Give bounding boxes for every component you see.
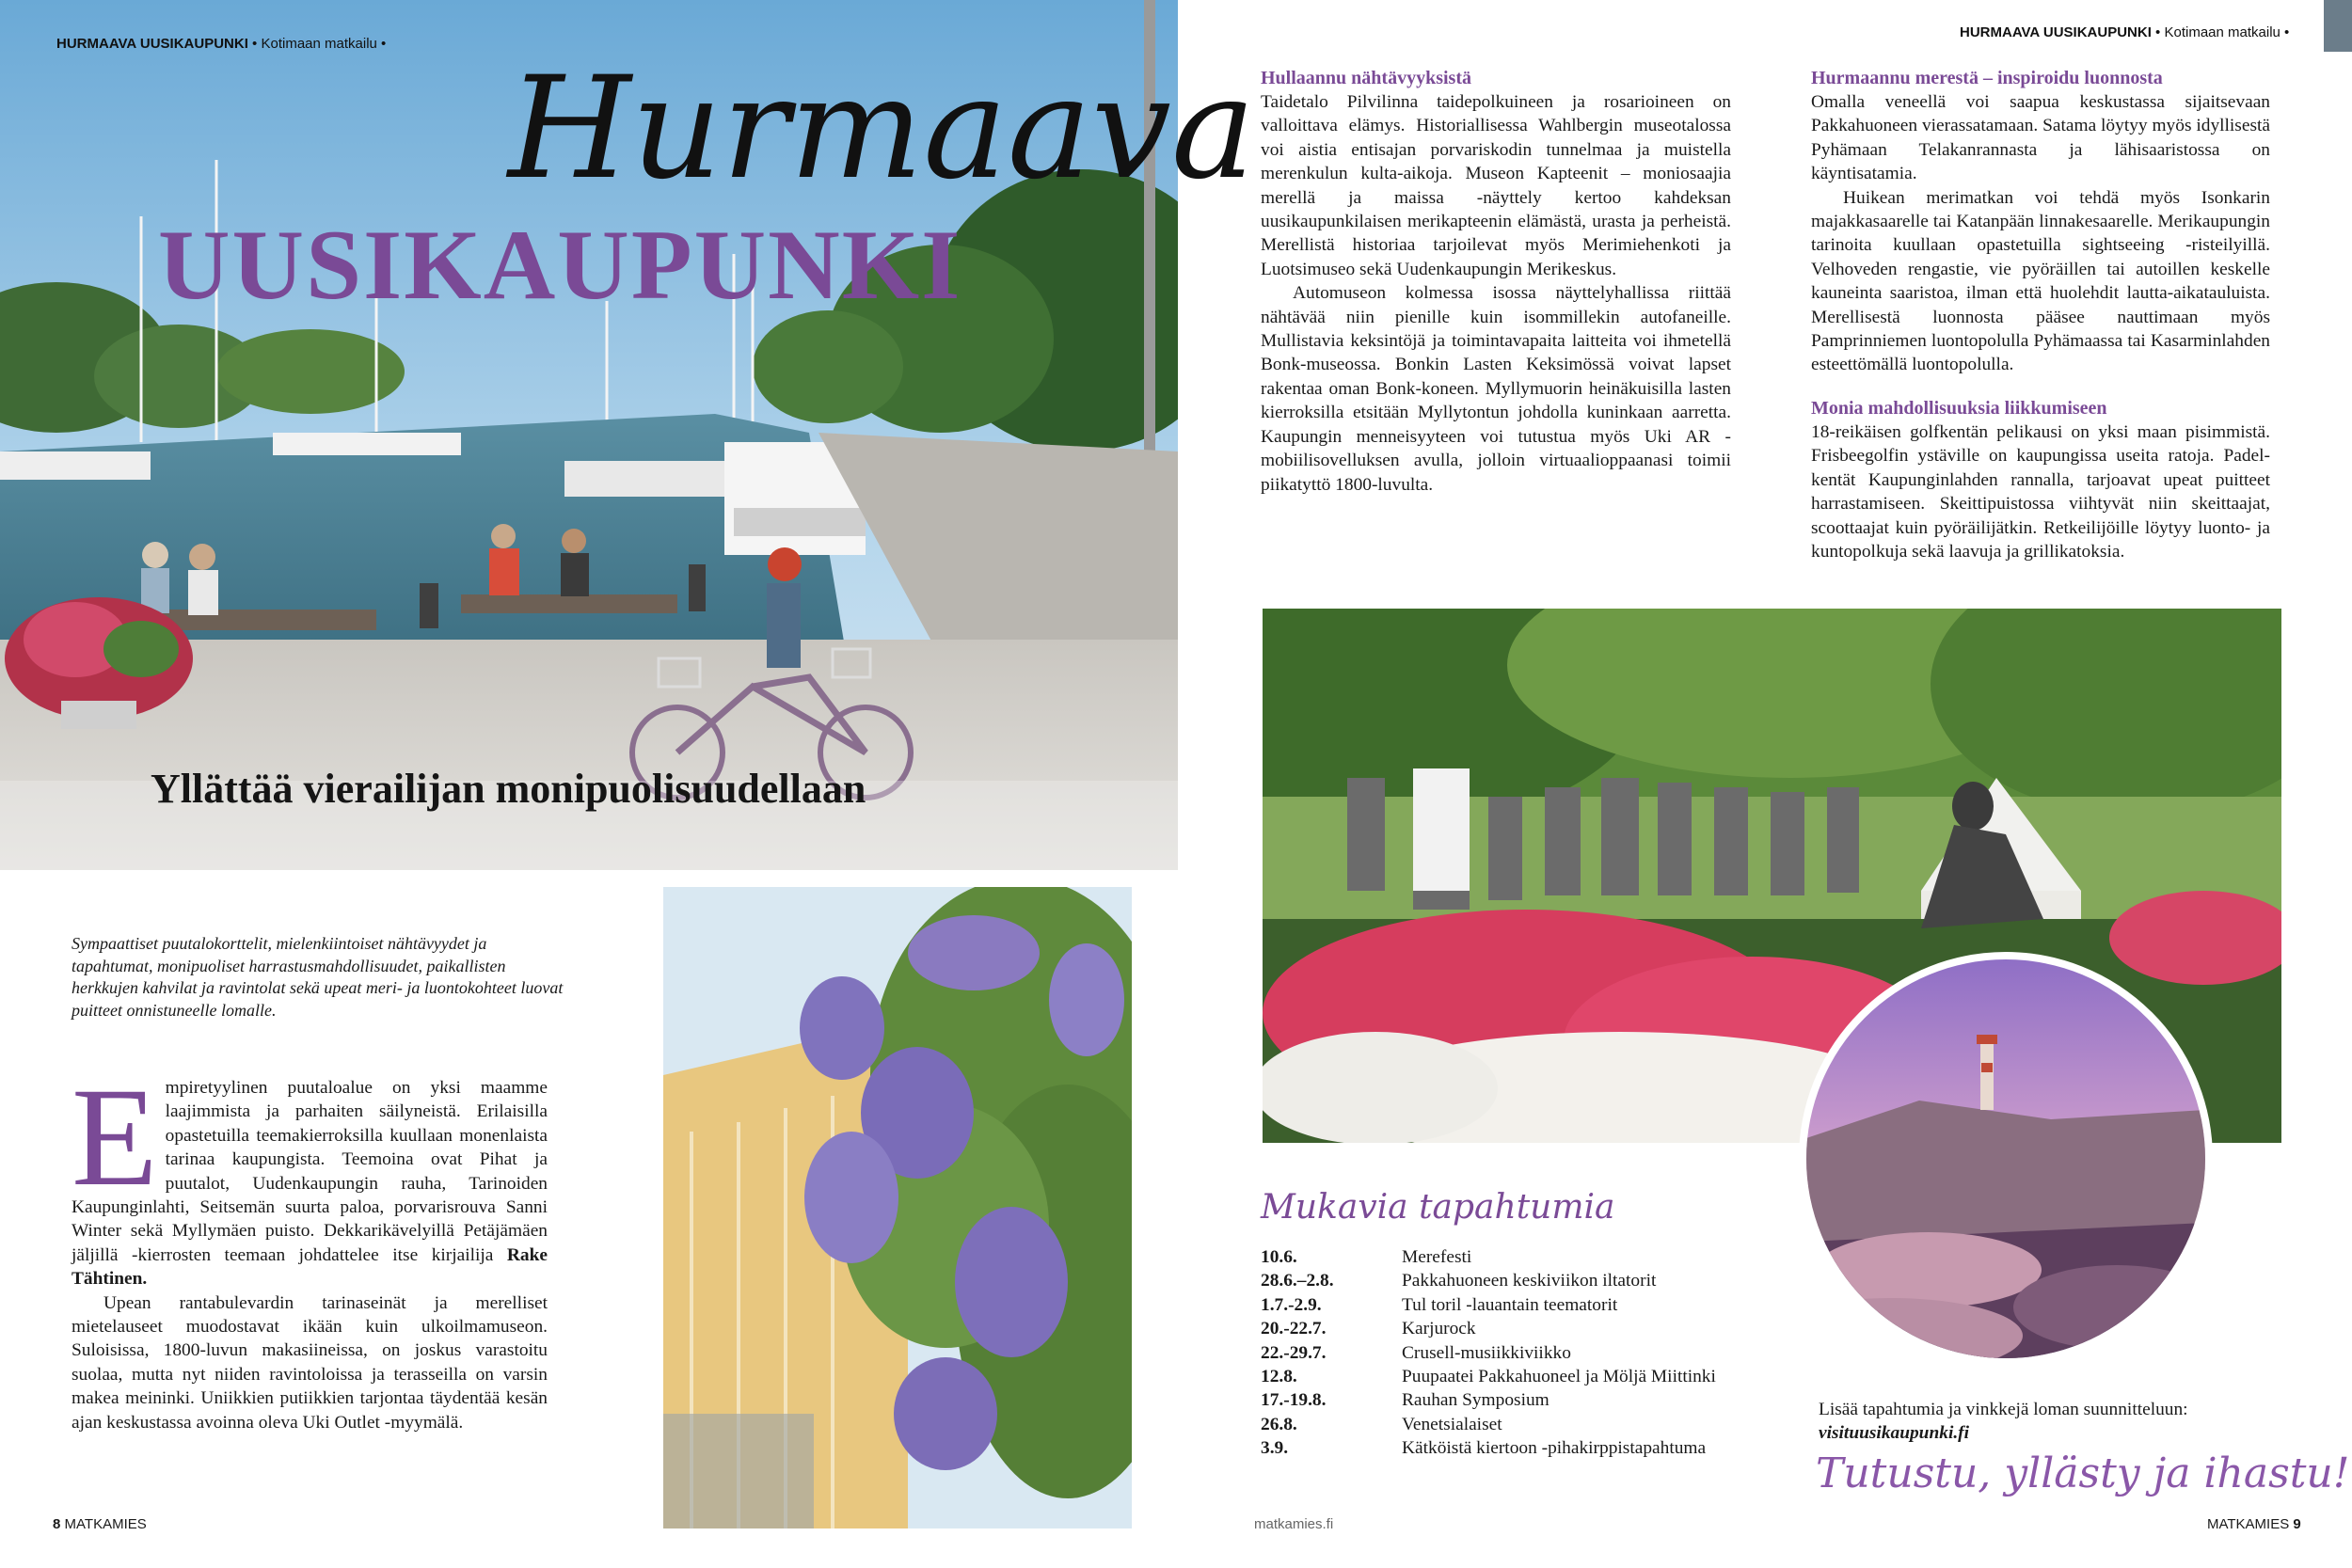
heading-attractions: Hullaannu nähtävyyksistä <box>1261 68 1471 88</box>
right-page-header <box>1960 24 2289 40</box>
event-row <box>1261 1341 1844 1365</box>
column-middle-p2: Automuseon kolmessa isossa näyttelyhallissa riittää nähtävää niin pienille kuin isommillekin autofaneille. Mullistavia keksintöjä ja toimintavapaita laitteita voi ihmetellä Bonk-museossa. Bonkin Lasten Keksimössä voivat lapset rakentaa oman Bonk-koneen. Myllymuorin heinäkuisilla lasten kierroksilla etsitään Myllytontun johdolla kuninkaan aarretta. Kaupungin menneisyyteen voi tutustua myös Uki AR -mobiilisovelluksen avulla, jolloin virtuaalioppaanasi toimii piikatyttö 1800-luvulta. <box>1261 283 1731 495</box>
event-name: Merefesti <box>1402 1247 1472 1267</box>
article-left-p1: mpiretyylinen puutaloalue on yksi maamme laajimmista ja parhaiten säilyneistä. Erilaisilla opastetuilla teemakierroksilla kuullaan monenlaista tarinaa kaupungista. Teemoina ovat Pihat ja puutalot, Uudenkaupungin rauha, Tarinoiden Kaupunginlahti, Seitsemän suurta paloa, porvarisrouva Sanni Winter sekä Myllymäen puisto. Dekkarikävelyillä Petäjämäen jäljillä -kierrosten teemaan johdattelee itse kirjailija <box>72 1078 548 1265</box>
title-script: Hurmaava <box>508 47 1256 211</box>
lighthouse-photo <box>1799 952 2213 1366</box>
event-date: 10.6. <box>1261 1247 1297 1267</box>
more-info <box>1819 1398 2270 1446</box>
lighthouse-illustration <box>1806 959 2205 1358</box>
event-row <box>1261 1317 1844 1340</box>
header-section-title: HURMAAVA UUSIKAUPUNKI <box>56 36 248 52</box>
event-row <box>1261 1436 1844 1460</box>
article-left <box>72 1059 548 1434</box>
event-name: Venetsialaiset <box>1402 1414 1502 1434</box>
events-title: Mukavia tapahtumia <box>1261 1188 1615 1227</box>
event-name: Tul toril -lauantain teematorit <box>1402 1294 1618 1315</box>
column-middle <box>1261 66 1731 497</box>
left-footer <box>53 1516 147 1532</box>
event-date: 26.8. <box>1261 1414 1297 1434</box>
event-date: 17.-19.8. <box>1261 1390 1327 1411</box>
left-magazine-name: MATKAMIES <box>64 1516 147 1532</box>
author-name: Rake Tähtinen. <box>72 1244 548 1290</box>
event-name: Puupaatei Pakkahuoneel ja Möljä Miittinki <box>1402 1367 1716 1387</box>
header-section-title-right: HURMAAVA UUSIKAUPUNKI <box>1960 24 2152 40</box>
article-left-p2: Upean rantabulevardin tarinaseinät ja merelliset mietelauseet muodostavat ikään kuin ulkoilmamuseon. Suloisissa, 1800-luvun makasiineissa, on joskus varastoitu suolaa, mutta nyt niiden ravintoloissa ja terasseilla on varsin makea meininki. Uniikkien putiikkien tarjontaa täydentää kesän ajan keskustassa avoinna oleva Uki Outlet -myymälä. <box>72 1292 548 1433</box>
heading-activities: Monia mahdollisuuksia liikkumiseen <box>1811 397 2107 419</box>
event-row <box>1261 1245 1844 1269</box>
event-date: 28.6.–2.8. <box>1261 1271 1334 1291</box>
center-footer: matkamies.fi <box>1254 1516 1334 1532</box>
event-name: Pakkahuoneen keskiviikon iltatorit <box>1402 1271 1657 1291</box>
intro-text: Sympaattiset puutalokorttelit, mielenkiintoiset nähtävyydet ja tapahtumat, monipuoliset harrastusmahdollisuudet, paikallisten herkkujen kahvilat ja ravintolat sekä upeat meri- ja luontokohteet luovat puitteet onnistuneelle lomalle. <box>72 934 564 1021</box>
column-right <box>1811 66 2270 563</box>
event-date: 3.9. <box>1261 1438 1289 1459</box>
event-name: Rauhan Symposium <box>1402 1390 1549 1411</box>
drop-cap: E <box>72 1059 158 1215</box>
lilac-illustration <box>663 887 1132 1528</box>
column-right-p2: Huikean merimatkan voi tehdä myös Isonkarin majakkasaarelle tai Katanpään linnakesaarelle. Merikaupungin tarinoita kuullaan opastetuilla sightseeing -risteilyillä. Velhoveden rengastie, vie pyöräillen tai autoillen keskelle kauneinta saaristoa, ilman että huolehdit lautta-aikatauluista. Merellisestä luonnosta pääsee nauttimaan myös Pamprinniemen luontopolulla Pyhämaassa tai Kasarminlahden esteettömällä luontopolulla. <box>1811 187 2270 375</box>
more-info-text: Lisää tapahtumia ja vinkkejä loman suunnitteluun: <box>1819 1400 2188 1419</box>
lilac-photo <box>663 887 1132 1528</box>
right-footer <box>2207 1516 2301 1532</box>
column-middle-p1: Taidetalo Pilvilinna taidepolkuineen ja rosarioineen on valloittava elämys. Historiallisessa Wahlbergin museotalossa voi aistia entisajan porvariskodin tunnelmaa ja muistella merenkulun kulta-aikoja. Museon Kapteenit – moniosaajia merellä ja maissa -näyttely kertoo kahdeksan uusikaupunkilaisen merikapteenin elämästä, urasta ja perheistä. Merellistä historiaa tarjoilevat myös Merimiehenkoti ja Luotsimuseo sekä Uudenkaupungin Merikeskus. <box>1261 92 1731 279</box>
events-list <box>1261 1245 1844 1461</box>
slogan: Tutustu, yllästy ja ihastu! <box>1816 1449 2350 1497</box>
header-section-rest: • Kotimaan matkailu • <box>247 36 387 52</box>
event-row <box>1261 1293 1844 1317</box>
event-date: 20.-22.7. <box>1261 1319 1327 1339</box>
event-name: Crusell-musiikkiviikko <box>1402 1342 1571 1363</box>
event-row <box>1261 1269 1844 1292</box>
event-row <box>1261 1413 1844 1436</box>
right-edge-strip <box>2324 0 2352 52</box>
event-name: Karjurock <box>1402 1319 1476 1339</box>
event-date: 22.-29.7. <box>1261 1342 1327 1363</box>
event-date: 1.7.-2.9. <box>1261 1294 1322 1315</box>
event-row <box>1261 1365 1844 1388</box>
event-name: Kätköistä kiertoon -pihakirppistapahtuma <box>1402 1438 1707 1459</box>
column-right-p1: Omalla veneellä voi saapua keskustassa sijaitsevaan Pakkahuoneen vierassatamaan. Satama löytyy myös idyllisestä Pyhämaan Telakanrannasta ja lähisaaristossa on käyntisatamia. <box>1811 92 2270 184</box>
right-page-number: 9 <box>2293 1516 2301 1532</box>
heading-sea: Hurmaannu merestä – inspiroidu luonnosta <box>1811 68 2163 88</box>
event-row <box>1261 1388 1844 1412</box>
right-magazine-name: MATKAMIES <box>2207 1516 2290 1532</box>
website-link[interactable]: visituusikaupunki.fi <box>1819 1423 1970 1444</box>
column-right-p3: 18-reikäisen golfkentän pelikausi on yksi maan pisimmistä. Frisbeegolfin ystäville on kaupungissa useita ratoja. Padel-kentät Kaupunginlahden rannalla, tarjoavat upeat puitteet harrastamiseen. Skeittipuistossa viihtyvät niin skeittaajat, scoottaajat kuin pyöräilijätkin. Retkeilijöille löytyy luonto- ja kuntopolkuja sekä laavuja ja grillikatoksia. <box>1811 421 2270 562</box>
left-page-header <box>56 36 386 52</box>
page-subtitle: Yllättää vierailijan monipuolisuudellaan <box>151 766 866 812</box>
header-section-rest-right: • Kotimaan matkailu • <box>2151 24 2290 40</box>
page-title: UUSIKAUPUNKI <box>158 210 962 320</box>
event-date: 12.8. <box>1261 1367 1297 1387</box>
left-page-number: 8 <box>53 1516 61 1532</box>
